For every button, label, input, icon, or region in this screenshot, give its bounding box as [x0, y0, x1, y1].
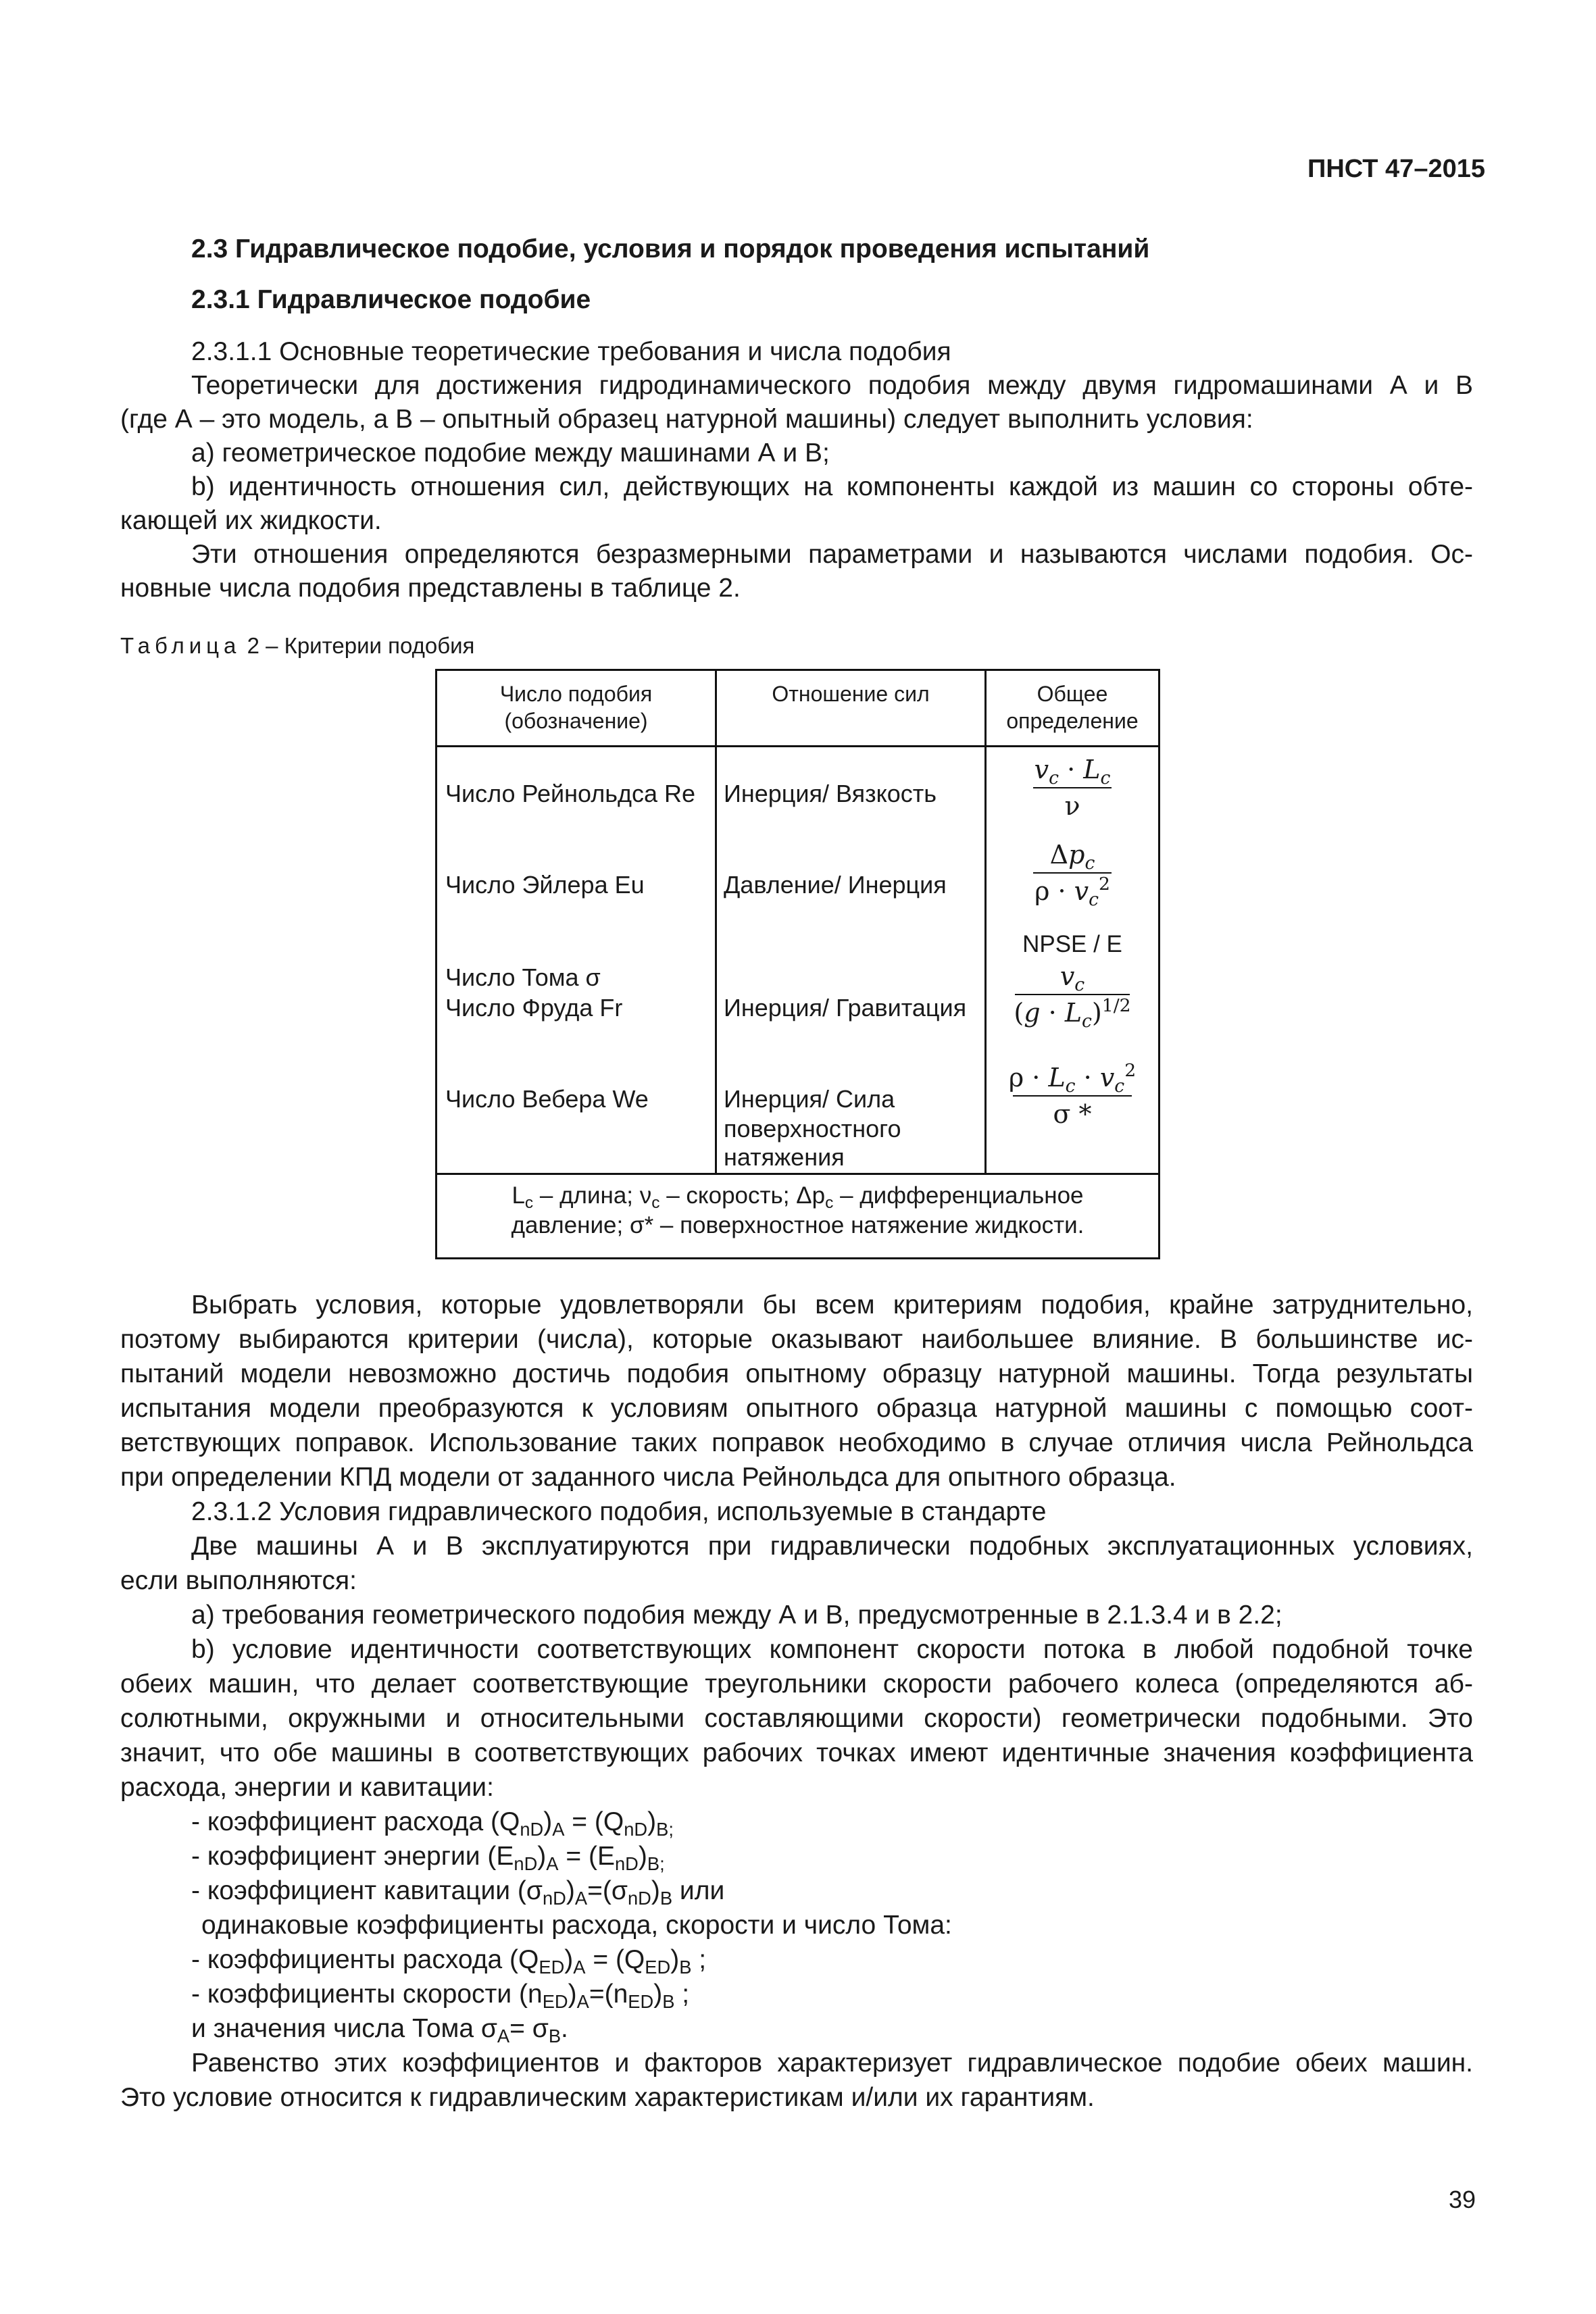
- table-header-force-ratio: Отношение сил: [772, 682, 930, 706]
- froude-formula: $v_c$ $(g \cdot L_c)^{1/2}$: [1014, 961, 1131, 1032]
- weber-formula: $\rho \cdot L_c \cdot v_c^2$ σ *: [1008, 1060, 1137, 1129]
- table-note: [437, 1181, 1158, 1240]
- cell-weber-ratio-line1: Инерция/ Сила: [724, 1085, 895, 1113]
- paragraph-line: поэтому выбираются критерии (числа), которые оказывают наибольшее влияние. В большинстве ис-: [120, 1325, 1473, 1354]
- cell-thoma-name: Число Тома σ: [445, 963, 601, 991]
- euler-formula: $\Delta p_c$ $\rho \cdot v_c^2$: [987, 838, 1158, 907]
- table-header-definition: Общее определение: [1006, 682, 1139, 733]
- table-caption-text: 2 – Критерии подобия: [247, 633, 475, 658]
- similarity-criteria-table: [435, 669, 1160, 1259]
- paragraph-line: если выполняются:: [120, 1566, 357, 1595]
- paragraph-line: обеих машин, что делает соответствующие треугольники скорости рабочего колеса (определяются аб-: [120, 1669, 1473, 1699]
- page-number: 39: [1448, 2186, 1476, 2213]
- condition-thoma-number: и значения числа Тома $\sigma_A= \sigma_B$.: [191, 2014, 568, 2047]
- table-caption-label: Таблица: [120, 633, 241, 658]
- paragraph-line: испытания модели преобразуются к условиям опытного образца натурной машины с помощью соот-: [120, 1394, 1473, 1423]
- paragraph-line: при определении КПД модели от заданного числа Рейнольдса для опытного образца.: [120, 1463, 1176, 1492]
- cell-weber-ratio-line3: натяжения: [724, 1143, 845, 1171]
- heading-2-3-1: 2.3.1 Гидравлическое подобие: [191, 285, 591, 314]
- table-note-line2: давление; σ* – поверхностное натяжение жидкости.: [511, 1212, 1084, 1238]
- paragraph-line: a) требования геометрического подобия между А и В, предусмотренные в 2.1.3.4 и в 2.2;: [191, 1601, 1282, 1630]
- cell-froude-ratio: Инерция/ Гравитация: [724, 994, 967, 1022]
- table-caption: [120, 628, 474, 663]
- paragraph-line: Две машины А и В эксплуатируются при гидравлически подобных эксплуатационных условиях,: [191, 1532, 1473, 1561]
- paragraph-line: b) идентичность отношения сил, действующих на компоненты каждой из машин со стороны обте-: [191, 472, 1473, 501]
- cell-euler-name: Число Эйлера Eu: [445, 871, 645, 899]
- thoma-definition: NPSE / E: [1022, 931, 1122, 957]
- cell-euler-ratio: Давление/ Инерция: [724, 871, 947, 899]
- table-footer-divider: [437, 1173, 1158, 1175]
- paragraph-line: Равенство этих коэффициентов и факторов характеризует гидравлическое подобие обеих машин.: [191, 2048, 1473, 2078]
- cell-reynolds-ratio: Инерция/ Вязкость: [724, 780, 937, 807]
- condition-energy-coefficient: - коэффициент энергии $(E_{nD})_A = (E_{nD})_{B;}$: [191, 1842, 665, 1875]
- condition-flow-coefficient: - коэффициент расхода $(Q_{nD})_A = (Q_{nD})_{B;}$: [191, 1807, 674, 1840]
- document-code: ПНСТ 47–2015: [1307, 155, 1485, 183]
- paragraph-line: Это условие относится к гидравлическим характеристикам и/или их гарантиям.: [120, 2083, 1095, 2112]
- paragraph-line: 2.3.1.1 Основные теоретические требования и числа подобия: [191, 337, 951, 366]
- table-note-line1: $L_c$ – длина; $\nu_c$ – скорость; $\Delta p_c$ – дифференциальное: [512, 1182, 1084, 1213]
- paragraph-line: b) условие идентичности соответствующих компонент скорости потока в любой подобной точке: [191, 1635, 1473, 1664]
- paragraph-line: ветствующих поправок. Использование таких поправок необходимо в случае отличия числа Рейнольдса: [120, 1428, 1473, 1457]
- paragraph-line: значит, что обе машины в соответствующих рабочих точках имеют идентичные значения коэффициента: [120, 1738, 1473, 1767]
- paragraph-line: пытаний модели невозможно достичь подобия опытному образцу натурной машины. Тогда результаты: [120, 1359, 1473, 1388]
- heading-2-3: 2.3 Гидравлическое подобие, условия и порядок проведения испытаний: [191, 234, 1150, 263]
- paragraph-line: Выбрать условия, которые удовлетворяли бы всем критериям подобия, крайне затруднительно,: [191, 1290, 1473, 1319]
- paragraph-line: солютными, окружными и относительными составляющими скорости) геометрически подобными. Это: [120, 1704, 1473, 1733]
- cell-weber-ratio-line2: поверхностного: [724, 1115, 901, 1142]
- paragraph-line: (где А – это модель, а В – опытный образец натурной машины) следует выполнить условия:: [120, 405, 1253, 434]
- table-header-criterion: Число подобия (обозначение): [499, 682, 653, 733]
- condition-speed-coefficients-ed: - коэффициенты скорости $(n_{ED})_A=(n_{ED})_B$ ;: [191, 1980, 690, 2013]
- paragraph-line: 2.3.1.2 Условия гидравлического подобия, используемые в стандарте: [191, 1497, 1047, 1526]
- cell-reynolds-name: Число Рейнольдса Re: [445, 780, 696, 807]
- paragraph-line: Теоретически для достижения гидродинамического подобия между двумя гидромашинами А и В: [191, 371, 1473, 400]
- reynolds-formula: $v_c \cdot L_c$ ν: [1034, 755, 1111, 821]
- paragraph-line: Эти отношения определяются безразмерными параметрами и называются числами подобия. Ос-: [191, 540, 1473, 569]
- paragraph-line: новные числа подобия представлены в таблице 2.: [120, 574, 741, 603]
- paragraph-line: кающей их жидкости.: [120, 506, 382, 535]
- paragraph-line: расхода, энергии и кавитации:: [120, 1773, 494, 1802]
- paragraph-line: одинаковые коэффициенты расхода, скорости и число Тома:: [201, 1911, 952, 1940]
- cell-froude-name: Число Фруда Fr: [445, 994, 623, 1022]
- paragraph-line: a) геометрическое подобие между машинами А и В;: [191, 438, 830, 468]
- condition-flow-coefficients-ed: - коэффициенты расхода $(Q_{ED})_A = (Q_{ED})_B$ ;: [191, 1945, 707, 1978]
- table-header-divider: [437, 745, 1158, 747]
- condition-cavitation-coefficient: - коэффициент кавитации $(\sigma_{nD})_A=(\sigma_{nD})_B$ или: [191, 1876, 725, 1909]
- cell-weber-name: Число Вебера We: [445, 1085, 649, 1113]
